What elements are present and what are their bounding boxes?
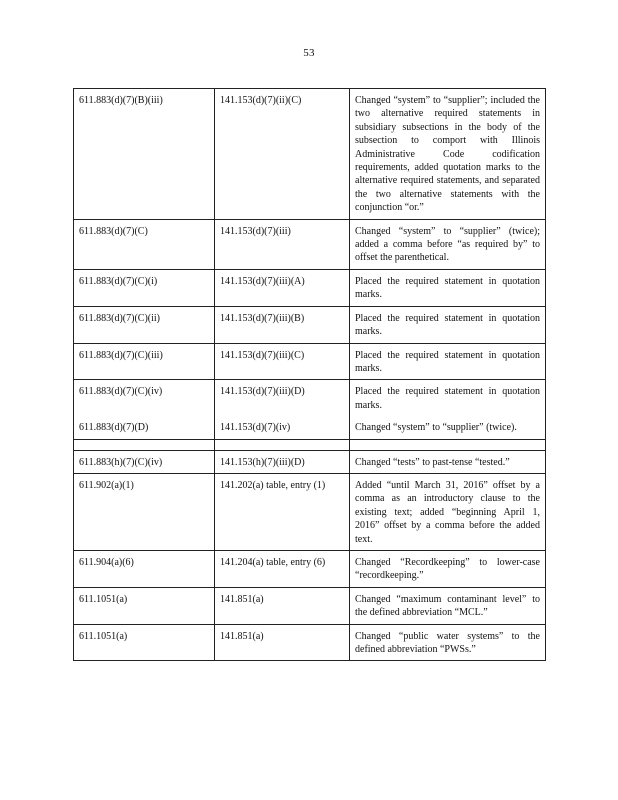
table-row — [74, 624, 546, 661]
illinois-section-cell: 611.1051(a) — [74, 587, 215, 624]
illinois-section-cell: 611.883(d)(7)(D) — [74, 416, 215, 439]
spacer-cell — [74, 439, 215, 450]
change-description-cell: Placed the required statement in quotation marks. — [350, 306, 546, 343]
table-row — [74, 450, 546, 473]
federal-section-cell: 141.153(d)(7)(iii)(C) — [215, 343, 350, 380]
change-description-cell: Placed the required statement in quotation marks. — [350, 269, 546, 306]
table-spacer-row — [74, 439, 546, 450]
page-number: 53 — [303, 47, 315, 59]
change-description-cell: Placed the required statement in quotation marks. — [350, 343, 546, 380]
federal-section-cell: 141.153(d)(7)(iii) — [215, 219, 350, 269]
illinois-section-cell: 611.883(d)(7)(C)(ii) — [74, 306, 215, 343]
federal-section-cell: 141.202(a) table, entry (1) — [215, 473, 350, 550]
federal-section-cell: 141.153(d)(7)(ii)(C) — [215, 89, 350, 220]
table-row — [74, 219, 546, 269]
change-description-cell: Added “until March 31, 2016” offset by a comma as an introductory clause to the existing text; added “beginning April 1, 2016” offset by a comma before the added text. — [350, 473, 546, 550]
table-row — [74, 587, 546, 624]
section-correlation-table — [73, 88, 546, 661]
table-row — [74, 550, 546, 587]
change-description-cell: Changed “system” to “supplier” (twice). — [350, 416, 546, 439]
table-row — [74, 416, 546, 439]
federal-section-cell: 141.153(d)(7)(iii)(B) — [215, 306, 350, 343]
change-description-cell: Changed “Recordkeeping” to lower-case “recordkeeping.” — [350, 550, 546, 587]
table-row — [74, 380, 546, 416]
illinois-section-cell: 611.883(h)(7)(C)(iv) — [74, 450, 215, 473]
table-row — [74, 269, 546, 306]
illinois-section-cell: 611.883(d)(7)(C) — [74, 219, 215, 269]
spacer-cell — [350, 439, 546, 450]
change-description-cell: Changed “tests” to past-tense “tested.” — [350, 450, 546, 473]
change-description-cell: Changed “system” to “supplier”; included the two alternative required statements in subsidiary subsections in the body of the subsection to comport with Illinois Administrative Code codification requirements, added quotation marks to the alternative required statements, and separated the two alternative statements with the conjunction “or.” — [350, 89, 546, 220]
federal-section-cell: 141.204(a) table, entry (6) — [215, 550, 350, 587]
table-row — [74, 89, 546, 220]
federal-section-cell: 141.153(d)(7)(iii)(D) — [215, 380, 350, 416]
illinois-section-cell: 611.1051(a) — [74, 624, 215, 661]
change-description-cell: Changed “public water systems” to the defined abbreviation “PWSs.” — [350, 624, 546, 661]
table-row — [74, 473, 546, 550]
federal-section-cell: 141.153(h)(7)(iii)(D) — [215, 450, 350, 473]
federal-section-cell: 141.851(a) — [215, 624, 350, 661]
illinois-section-cell: 611.883(d)(7)(C)(iv) — [74, 380, 215, 416]
federal-section-cell: 141.851(a) — [215, 587, 350, 624]
change-description-cell: Placed the required statement in quotation marks. — [350, 380, 546, 416]
federal-section-cell: 141.153(d)(7)(iv) — [215, 416, 350, 439]
table-row — [74, 306, 546, 343]
illinois-section-cell: 611.883(d)(7)(B)(iii) — [74, 89, 215, 220]
spacer-cell — [215, 439, 350, 450]
change-description-cell: Changed “system” to “supplier” (twice); added a comma before “as required by” to offset the parenthetical. — [350, 219, 546, 269]
federal-section-cell: 141.153(d)(7)(iii)(A) — [215, 269, 350, 306]
table-row — [74, 343, 546, 380]
illinois-section-cell: 611.902(a)(1) — [74, 473, 215, 550]
illinois-section-cell: 611.904(a)(6) — [74, 550, 215, 587]
change-description-cell: Changed “maximum contaminant level” to the defined abbreviation “MCL.” — [350, 587, 546, 624]
illinois-section-cell: 611.883(d)(7)(C)(i) — [74, 269, 215, 306]
illinois-section-cell: 611.883(d)(7)(C)(iii) — [74, 343, 215, 380]
